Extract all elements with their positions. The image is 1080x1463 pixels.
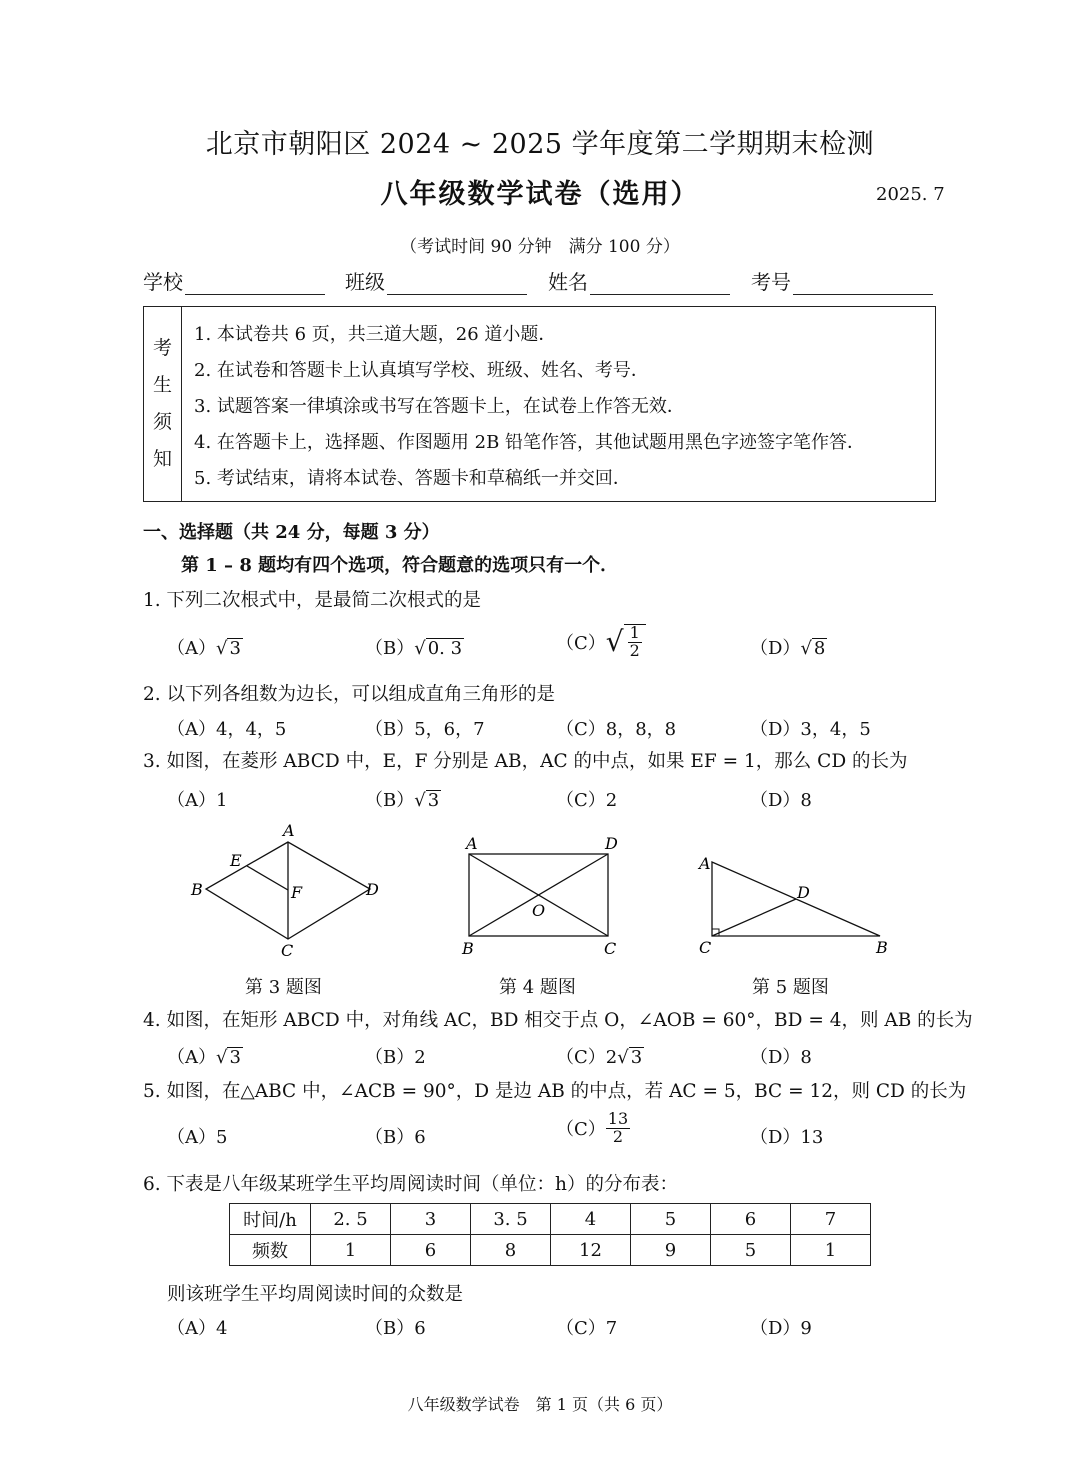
q4-option-c[interactable] <box>556 1043 644 1069</box>
fraction <box>624 624 646 660</box>
exam-info: （考试时间 90 分钟 满分 100 分） <box>400 237 680 257</box>
radicand: 8 <box>813 638 826 659</box>
q5-option-b[interactable]: （B）6 <box>365 1127 426 1148</box>
q2-option-b[interactable]: （B）5，6，7 <box>365 719 485 740</box>
class-label: 班级 <box>345 270 385 294</box>
radical-icon: √ <box>414 790 426 811</box>
q6-option-c[interactable]: （C）7 <box>556 1318 618 1339</box>
notice-item: 3. 试题答案一律填涂或书写在答题卡上，在试卷上作答无效． <box>194 396 685 417</box>
label-d: D <box>605 834 618 853</box>
option-label: （D） <box>750 638 801 659</box>
name-label: 姓名 <box>548 270 588 294</box>
label-f: F <box>291 883 303 902</box>
name-field[interactable] <box>548 266 730 295</box>
label-d: D <box>797 883 810 902</box>
table-header-cell: 4 <box>551 1204 631 1235</box>
label-c: C <box>699 938 712 957</box>
q1-option-c[interactable] <box>556 624 646 660</box>
radical-icon: √ <box>617 1047 629 1068</box>
option-label: （A） <box>167 638 216 659</box>
student-info-fields <box>143 266 938 296</box>
question-2-stem: 2. 以下列各组数为边长，可以组成直角三角形的是 <box>143 684 556 705</box>
label-e: E <box>230 851 242 870</box>
median-cd <box>712 899 796 936</box>
q4-option-b[interactable]: （B）2 <box>365 1047 426 1068</box>
figure-4-caption: 第 4 题图 <box>499 977 576 998</box>
table-cell: 5 <box>711 1235 791 1266</box>
q6-option-b[interactable]: （B）6 <box>365 1318 426 1339</box>
notice-item: 4. 在答题卡上，选择题、作图题用 2B 铅笔作答，其他试题用黑色字迹签字笔作答． <box>194 432 866 453</box>
notice-side-char: 生 <box>152 374 172 396</box>
option-label: （A） <box>167 1047 216 1068</box>
candidate-notice-box <box>143 306 936 502</box>
radicand: 0. 3 <box>427 638 463 659</box>
notice-side-char: 知 <box>152 448 172 470</box>
question-5-stem: 5. 如图，在△ABC 中，∠ACB = 90°，D 是边 AB 的中点，若 AC = 5，BC = 12，则 CD 的长为 <box>143 1081 967 1102</box>
radical-icon: √ <box>414 638 426 659</box>
label-b: B <box>191 880 203 899</box>
q2-option-c[interactable]: （C）8，8，8 <box>556 719 677 740</box>
label-a: A <box>699 854 711 873</box>
denominator: 2 <box>612 1126 624 1146</box>
school-label: 学校 <box>143 270 183 294</box>
notice-side-char: 考 <box>152 337 172 359</box>
school-blank[interactable] <box>185 272 325 295</box>
exam-date: 2025. 7 <box>876 184 945 205</box>
radicand: 3 <box>229 1047 241 1068</box>
notice-side-char: 须 <box>152 411 172 433</box>
q1-option-d[interactable] <box>750 634 827 660</box>
page-footer: 八年级数学试卷 第 1 页（共 6 页） <box>407 1395 673 1414</box>
radicand: 3 <box>427 790 440 811</box>
radicand: 3 <box>630 1047 643 1068</box>
question-6-followup: 则该班学生平均周阅读时间的众数是 <box>167 1284 464 1305</box>
option-label: （C） <box>556 632 606 654</box>
q4-option-d[interactable]: （D）8 <box>750 1047 812 1068</box>
q6-option-d[interactable]: （D）9 <box>750 1318 812 1339</box>
radical-icon: √ <box>216 638 228 659</box>
label-a: A <box>466 834 478 853</box>
exam-number-field[interactable] <box>751 266 933 295</box>
q3-option-c[interactable]: （C）2 <box>556 790 618 811</box>
name-blank[interactable] <box>590 272 730 295</box>
notice-item: 1. 本试卷共 6 页，共三道大题，26 道小题． <box>194 324 557 345</box>
table-row <box>230 1235 871 1266</box>
question-3-stem: 3. 如图，在菱形 ABCD 中，E，F 分别是 AB，AC 的中点，如果 EF = 1，那么 CD 的长为 <box>143 751 908 772</box>
section-instruction: 第 1 – 8 题均有四个选项，符合题意的选项只有一个． <box>181 555 619 576</box>
table-row <box>230 1204 871 1235</box>
q2-option-d[interactable]: （D）3，4，5 <box>750 719 871 740</box>
q6-option-a[interactable]: （A）4 <box>167 1318 228 1339</box>
numerator: 13 <box>607 1109 629 1128</box>
fraction <box>606 1111 630 1146</box>
notice-item: 2. 在试卷和答题卡上认真填写学校、班级、姓名、考号． <box>194 360 649 381</box>
question-1-stem: 1. 下列二次根式中，是最简二次根式的是 <box>143 590 482 611</box>
question-4-stem: 4. 如图，在矩形 ABCD 中，对角线 AC，BD 相交于点 O，∠AOB = 60°，BD = 4，则 AB 的长为 <box>143 1010 973 1031</box>
table-cell: 1 <box>311 1235 391 1266</box>
q5-option-c[interactable] <box>556 1111 630 1146</box>
q3-option-a[interactable]: （A）1 <box>167 790 228 811</box>
q5-option-d[interactable]: （D）13 <box>750 1127 824 1148</box>
exam-title: 北京市朝阳区 2024 ~ 2025 学年度第二学期期末检测 <box>205 129 875 160</box>
table-header-cell: 6 <box>711 1204 791 1235</box>
q3-option-b[interactable] <box>365 786 441 812</box>
notice-side-label <box>144 307 182 501</box>
table-header-cell: 2. 5 <box>311 1204 391 1235</box>
q2-option-a[interactable]: （A）4，4，5 <box>167 719 287 740</box>
frequency-table <box>229 1203 871 1266</box>
table-cell: 9 <box>631 1235 711 1266</box>
q4-option-a[interactable] <box>167 1043 243 1069</box>
label-c: C <box>281 941 294 960</box>
table-cell: 频数 <box>230 1235 311 1266</box>
table-header-cell: 7 <box>791 1204 871 1235</box>
table-header-cell: 5 <box>631 1204 711 1235</box>
table-header-cell: 时间/h <box>230 1204 311 1235</box>
table-cell: 1 <box>791 1235 871 1266</box>
figure-4-rectangle <box>455 832 635 962</box>
exam-subtitle: 八年级数学试卷（选用） <box>380 179 700 210</box>
q1-option-b[interactable] <box>365 634 464 660</box>
table-cell: 6 <box>391 1235 471 1266</box>
option-label: （B） <box>365 790 415 811</box>
q1-option-a[interactable] <box>167 634 243 660</box>
table-header-cell: 3. 5 <box>471 1204 551 1235</box>
school-field[interactable] <box>143 266 325 295</box>
exam-number-blank[interactable] <box>793 272 933 295</box>
table-cell: 8 <box>471 1235 551 1266</box>
label-b: B <box>462 939 474 958</box>
radical-icon: √ <box>800 638 812 659</box>
question-6-stem: 6. 下表是八年级某班学生平均周阅读时间（单位：h）的分布表： <box>143 1174 678 1195</box>
label-o: O <box>532 901 546 920</box>
radicand: 3 <box>229 638 241 659</box>
label-c: C <box>604 939 617 958</box>
radical-icon: √ <box>605 625 624 659</box>
label-b: B <box>876 938 888 957</box>
radical-icon: √ <box>216 1047 228 1068</box>
option-label: （C） <box>556 1119 606 1141</box>
class-field[interactable] <box>345 266 527 295</box>
figure-5-triangle <box>692 848 902 962</box>
figure-3-rhombus <box>180 820 400 960</box>
numerator: 1 <box>629 623 640 642</box>
table-header-cell: 3 <box>391 1204 471 1235</box>
notice-items <box>194 317 865 497</box>
class-blank[interactable] <box>387 272 527 295</box>
denominator: 2 <box>629 640 640 660</box>
table-cell: 12 <box>551 1235 631 1266</box>
segment-ef <box>247 866 288 890</box>
q3-option-d[interactable]: （D）8 <box>750 790 812 811</box>
figure-3-caption: 第 3 题图 <box>245 977 322 998</box>
label-a: A <box>283 821 295 840</box>
figure-5-caption: 第 5 题图 <box>752 977 829 998</box>
option-label: （B） <box>365 638 415 659</box>
exam-number-label: 考号 <box>751 270 791 294</box>
q5-option-a[interactable]: （A）5 <box>167 1127 228 1148</box>
notice-item: 5. 考试结束，请将本试卷、答题卡和草稿纸一并交回． <box>194 468 631 489</box>
label-d: D <box>366 880 379 899</box>
option-label: （C）2 <box>556 1047 618 1068</box>
section-title: 一、选择题（共 24 分，每题 3 分） <box>143 522 440 543</box>
